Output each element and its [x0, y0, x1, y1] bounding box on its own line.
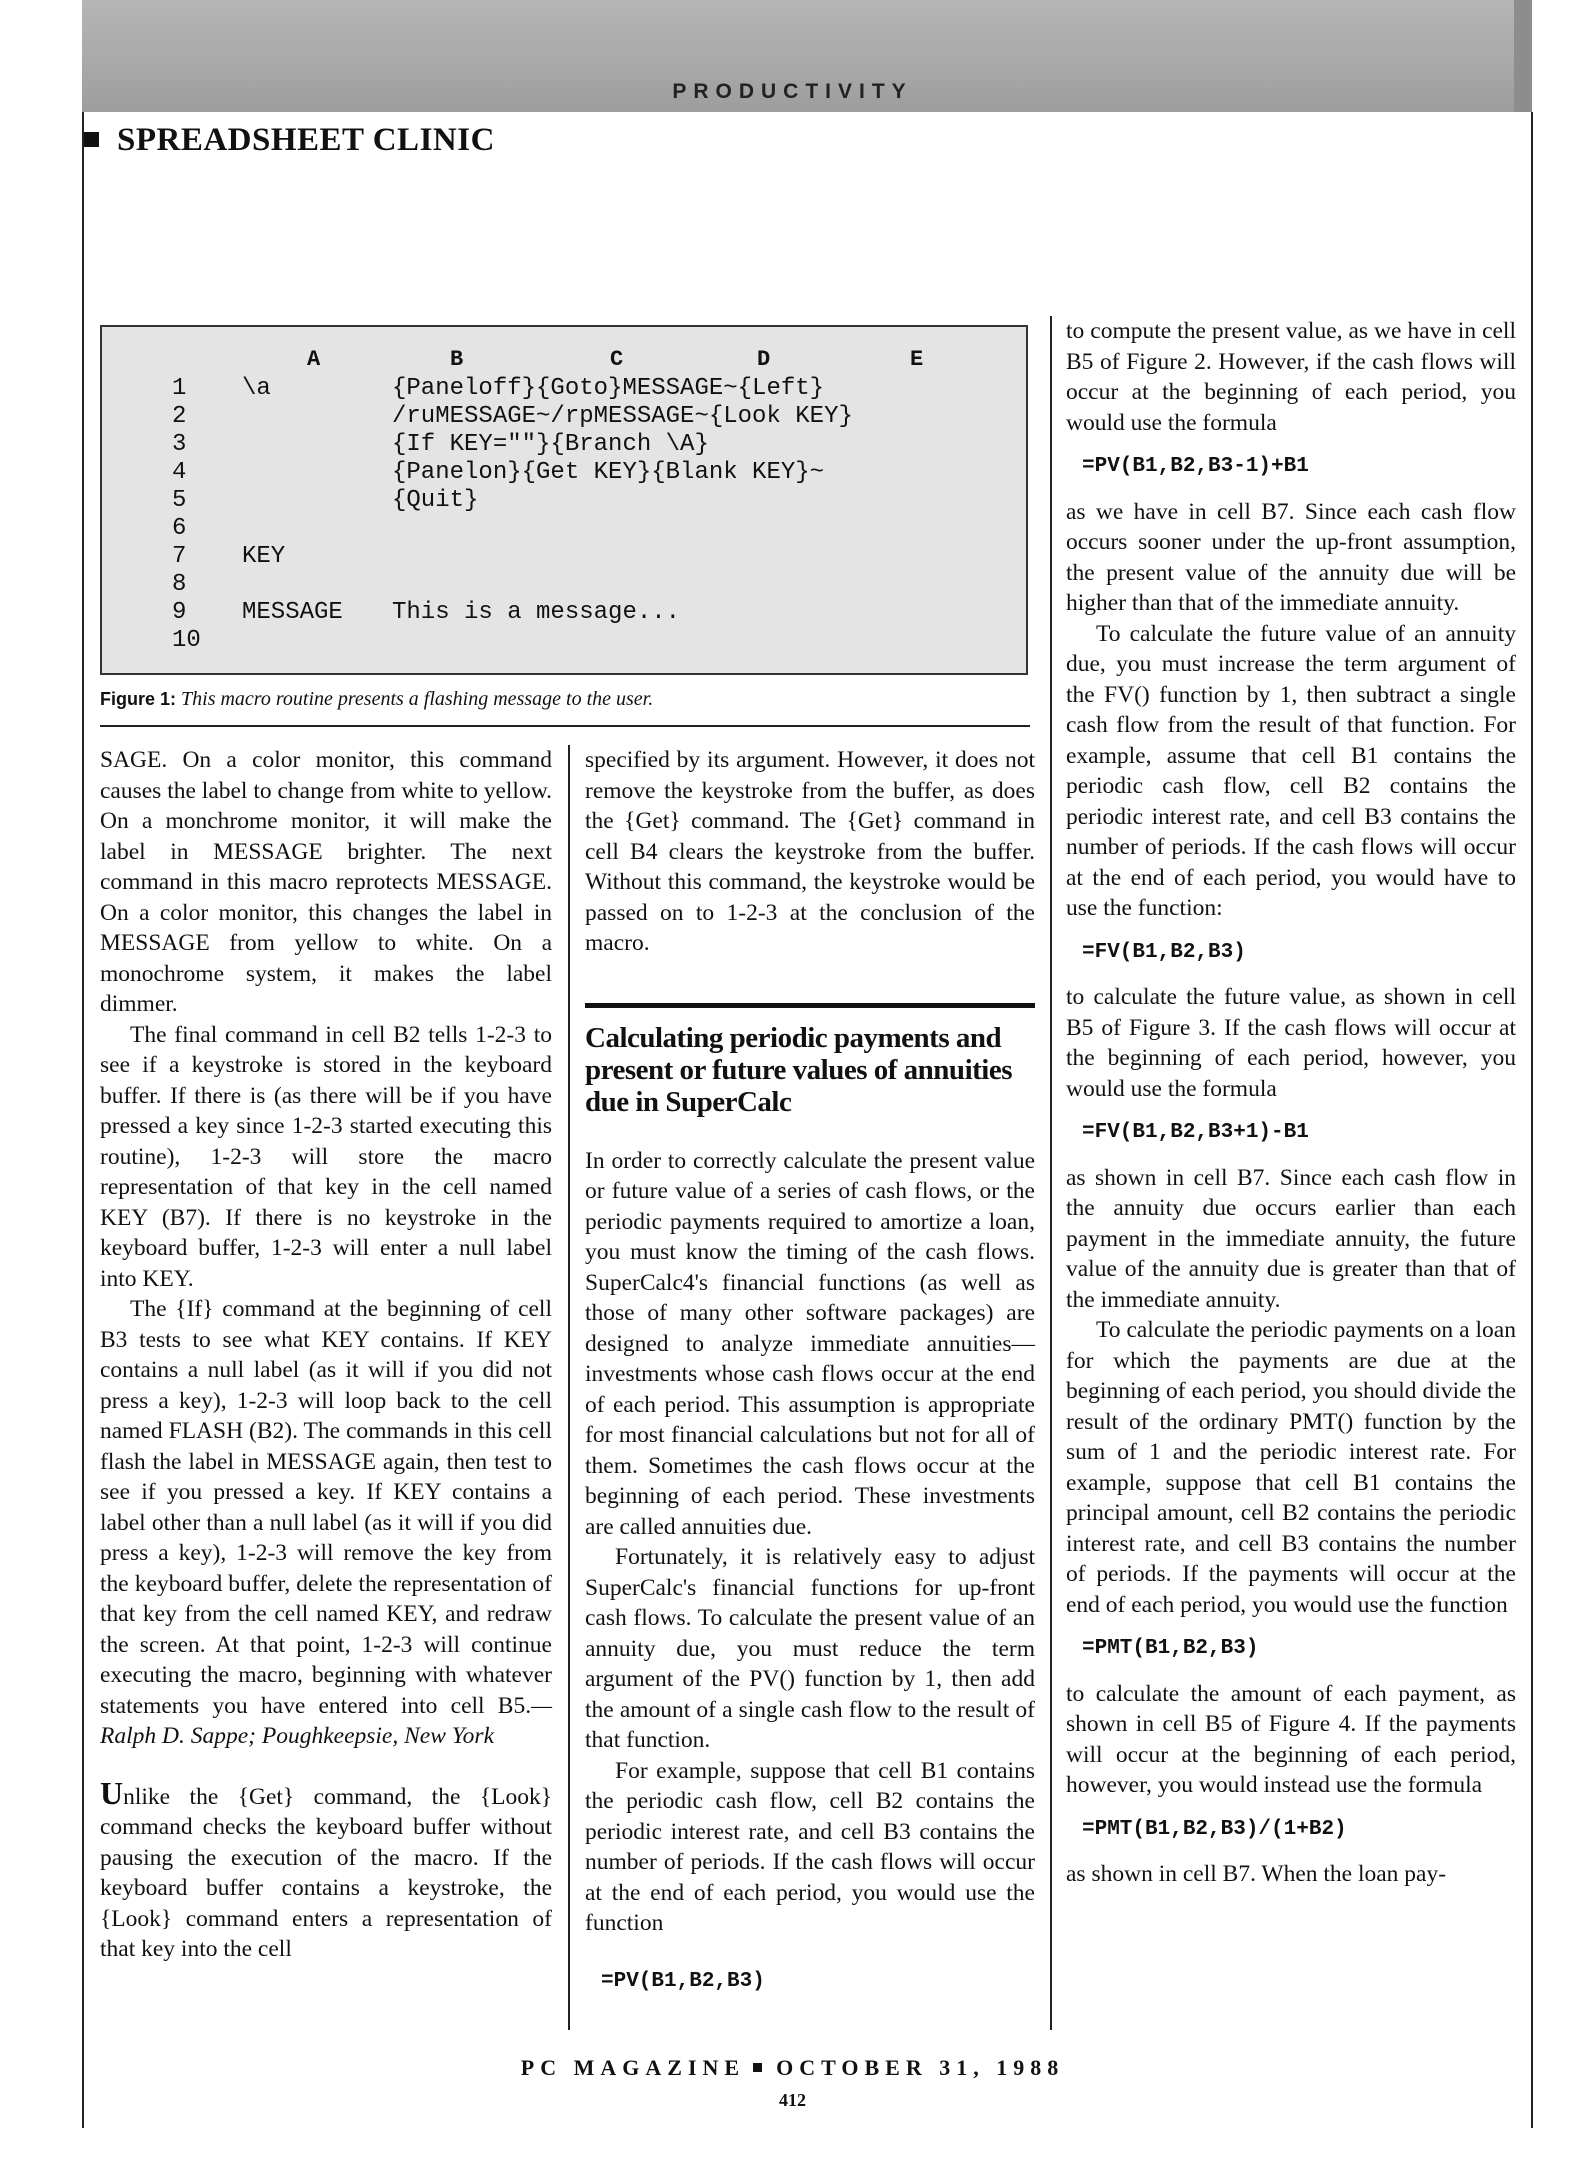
formula: =FV(B1,B2,B3+1)-B1 — [1082, 1121, 1309, 1144]
row-number: 2 — [172, 403, 187, 430]
row-number: 6 — [172, 515, 187, 542]
row-number: 9 — [172, 599, 187, 626]
formula: =PMT(B1,B2,B3) — [1082, 1637, 1259, 1660]
column-header-d: D — [757, 347, 771, 372]
paragraph: to compute the present value, as we have in cell B5 of Figure 2. However, if the cash flows will occur at the beginning of each period, you would use the formula — [1066, 318, 1516, 436]
paragraph: In order to correctly calculate the present value or future value of a series of cash flows, or the periodic payments required to amortize a loan, you must know the timing of the cash flows. SuperCalc4's financial functions (as well as those of many other software packages) are designed to analyze immediate annuities—investments whose cash flows occur at the end of each period. This assumption is appropriate for most financial calculations but not for all of them. Sometimes the cash flows occur at the beginning of each period. These investments are called annuities due. — [585, 1147, 1035, 1540]
cell-b: {Quit} — [392, 487, 479, 514]
paragraph-text: The {If} command at the beginning of cell B3 tests to see what KEY contains. If KEY contains a null label (as it will if you did not press a key), 1-2-3 will loop back to the cell named FLASH (B2). The commands in this cell flash the label in MESSAGE again, then test to see if you pressed a key. If KEY contains a label other than a null label (as it will if you did press a key), 1-2-3 will remove the key from the keyboard buffer, delete the representation of that key from the cell named KEY, and redraw the screen. At that point, 1-2-3 will continue executing the macro, beginning with whatever statements you have entered into cell B5. — [100, 1296, 552, 1719]
column-header-a: A — [307, 347, 321, 372]
page-rule-left — [82, 112, 84, 2128]
formula: =PV(B1,B2,B3-1)+B1 — [1082, 455, 1309, 478]
magazine-name: PC MAGAZINE — [520, 2055, 746, 2080]
paragraph: to calculate the future value, as shown in cell B5 of Figure 3. If the cash flows will occur at the beginning of each period, however, you would use the formula — [1066, 984, 1516, 1102]
column-title — [84, 122, 495, 159]
row-number: 4 — [172, 459, 187, 486]
page-footer — [0, 2055, 1585, 2081]
column-divider — [568, 745, 570, 2030]
column-divider — [1050, 316, 1052, 2030]
formula: =PMT(B1,B2,B3)/(1+B2) — [1082, 1817, 1347, 1841]
paragraph-text: nlike the {Get} command, the {Look} command checks the keyboard buffer without pausing the execution of the macro. If the keyboard buffer contains a keystroke, the {Look} command enters a representation of that key into the cell — [100, 1783, 552, 1962]
paragraph: For example, suppose that cell B1 contains the periodic cash flow, cell B2 contains the periodic interest rate, and cell B3 contains the number of periods. If the cash flows will occur at the end of each period, you would use the function — [585, 1757, 1035, 1936]
cell-a: KEY — [242, 543, 286, 570]
paragraph: SAGE. On a color monitor, this command causes the label to change from white to yellow. On a monchrome monitor, it will make the label in MESSAGE brighter. The next command in this macro reprotects MESSAGE. On a color monitor, this changes the label in MESSAGE from yellow to white. On a monochrome system, it makes the label dimmer. — [100, 747, 553, 1017]
paragraph: to calculate the amount of each payment, as shown in cell B5 of Figure 4. If the payments will occur at the beginning of each period, however, you would instead use the formula — [1066, 1680, 1516, 1798]
paragraph — [100, 1294, 552, 1752]
text-column-1 — [100, 745, 552, 1965]
row-number: 5 — [172, 487, 187, 514]
formula: =PV(B1,B2,B3) — [601, 1969, 765, 1993]
column-header-e: E — [910, 347, 924, 372]
cell-a: MESSAGE — [242, 599, 343, 626]
row-number: 10 — [172, 627, 201, 654]
cell-b: This is a message... — [392, 599, 681, 626]
cell-a: \a — [242, 375, 271, 402]
paragraph: The final command in cell B2 tells 1-2-3 to see if a keystroke is stored in the keyboard buffer. If there is (as there will be if you have pressed a key since 1-2-3 started executing this routine), 1-2-3 will store the macro representation of that key in the cell named KEY (B7). If there is no keystroke in the keyboard buffer, 1-2-3 will enter a null label into KEY. — [100, 1021, 552, 1292]
byline: —Ralph D. Sappe; Poughkeepsie, New York — [100, 1692, 552, 1749]
figure-caption — [100, 688, 653, 711]
cell-b: {Paneloff}{Goto}MESSAGE~{Left} — [392, 375, 825, 402]
paragraph: To calculate the future value of an annuity due, you must increase the term argument of the FV() function by 1, then subtract a single cash flow from the result of that function. For example, assume that cell B1 contains the periodic cash flow, cell B2 contains the periodic interest rate, and cell B3 contains the number of periods. If the cash flows will occur at the end of each period, you would have to use the function: — [1066, 620, 1516, 921]
paragraph: specified by its argument. However, it does not remove the keystroke from the buffer, as does the {Get} command. The {Get} command in cell B4 clears the keystroke from the buffer. Without this command, the keystroke would be passed on to 1-2-3 at the conclusion of the macro. — [585, 747, 1035, 956]
row-number: 8 — [172, 571, 187, 598]
cell-b: /ruMESSAGE~/rpMESSAGE~{Look KEY} — [392, 403, 853, 430]
page-rule-right — [1531, 112, 1533, 2128]
section-heading: Calculating periodic payments and present or future values of annuities due in SuperCalc — [585, 1021, 1012, 1118]
text-column-3 — [1066, 316, 1516, 1890]
paragraph — [100, 1774, 552, 1965]
paragraph: To calculate the periodic payments on a loan for which the payments are due at the beginning of each period, you should divide the result of the ordinary PMT() function by the sum of 1 and the periodic interest rate. For example, suppose that cell B1 contains the principal amount, cell B2 contains the periodic interest rate, and cell B3 contains the number of periods. If the payments will occur at the end of each period, you would use the function — [1066, 1317, 1516, 1618]
issue-date: OCTOBER 31, 1988 — [776, 2055, 1065, 2080]
formula: =FV(B1,B2,B3) — [1082, 940, 1246, 964]
column-title-text: SPREADSHEET CLINIC — [117, 122, 495, 158]
square-bullet-icon — [753, 2063, 762, 2072]
row-number: 3 — [172, 431, 187, 458]
row-number: 1 — [172, 375, 187, 402]
paragraph: as shown in cell B7. When the loan pay- — [1066, 1861, 1447, 1887]
section-label: PRODUCTIVITY — [672, 80, 913, 103]
column-header-c: C — [610, 347, 624, 372]
heading-rule — [585, 1003, 1035, 1008]
cell-b: {Panelon}{Get KEY}{Blank KEY}~ — [392, 459, 825, 486]
square-bullet-icon — [84, 132, 99, 147]
paragraph: as shown in cell B7. Since each cash flow in the annuity due occurs earlier than each payment in the immediate annuity, the future value of the annuity due is greater than that of the immediate annuity. — [1066, 1164, 1516, 1313]
figure-1-spreadsheet — [100, 325, 1028, 675]
cell-b: {If KEY=""}{Branch \A} — [392, 431, 709, 458]
text-column-2 — [585, 745, 1035, 2011]
caption-rule — [100, 725, 1030, 727]
paragraph: Fortunately, it is relatively easy to adjust SuperCalc's financial functions for up-front cash flows. To calculate the present value of an annuity due, you must reduce the term argument of the PV() function by 1, then add the amount of a single cash flow to the result of that function. — [585, 1544, 1035, 1753]
page-number: 412 — [779, 2090, 806, 2110]
paragraph: as we have in cell B7. Since each cash flow occurs sooner under the up-front assumption, the present value of the annuity due will be higher than that of the immediate annuity. — [1066, 498, 1516, 616]
column-header-b: B — [450, 347, 464, 372]
paragraph-gap — [100, 1752, 552, 1778]
figure-caption-label: Figure 1: — [100, 689, 177, 709]
drop-cap: U — [100, 1774, 124, 1811]
figure-caption-text: This macro routine presents a flashing message to the user. — [181, 688, 654, 710]
row-number: 7 — [172, 543, 187, 570]
